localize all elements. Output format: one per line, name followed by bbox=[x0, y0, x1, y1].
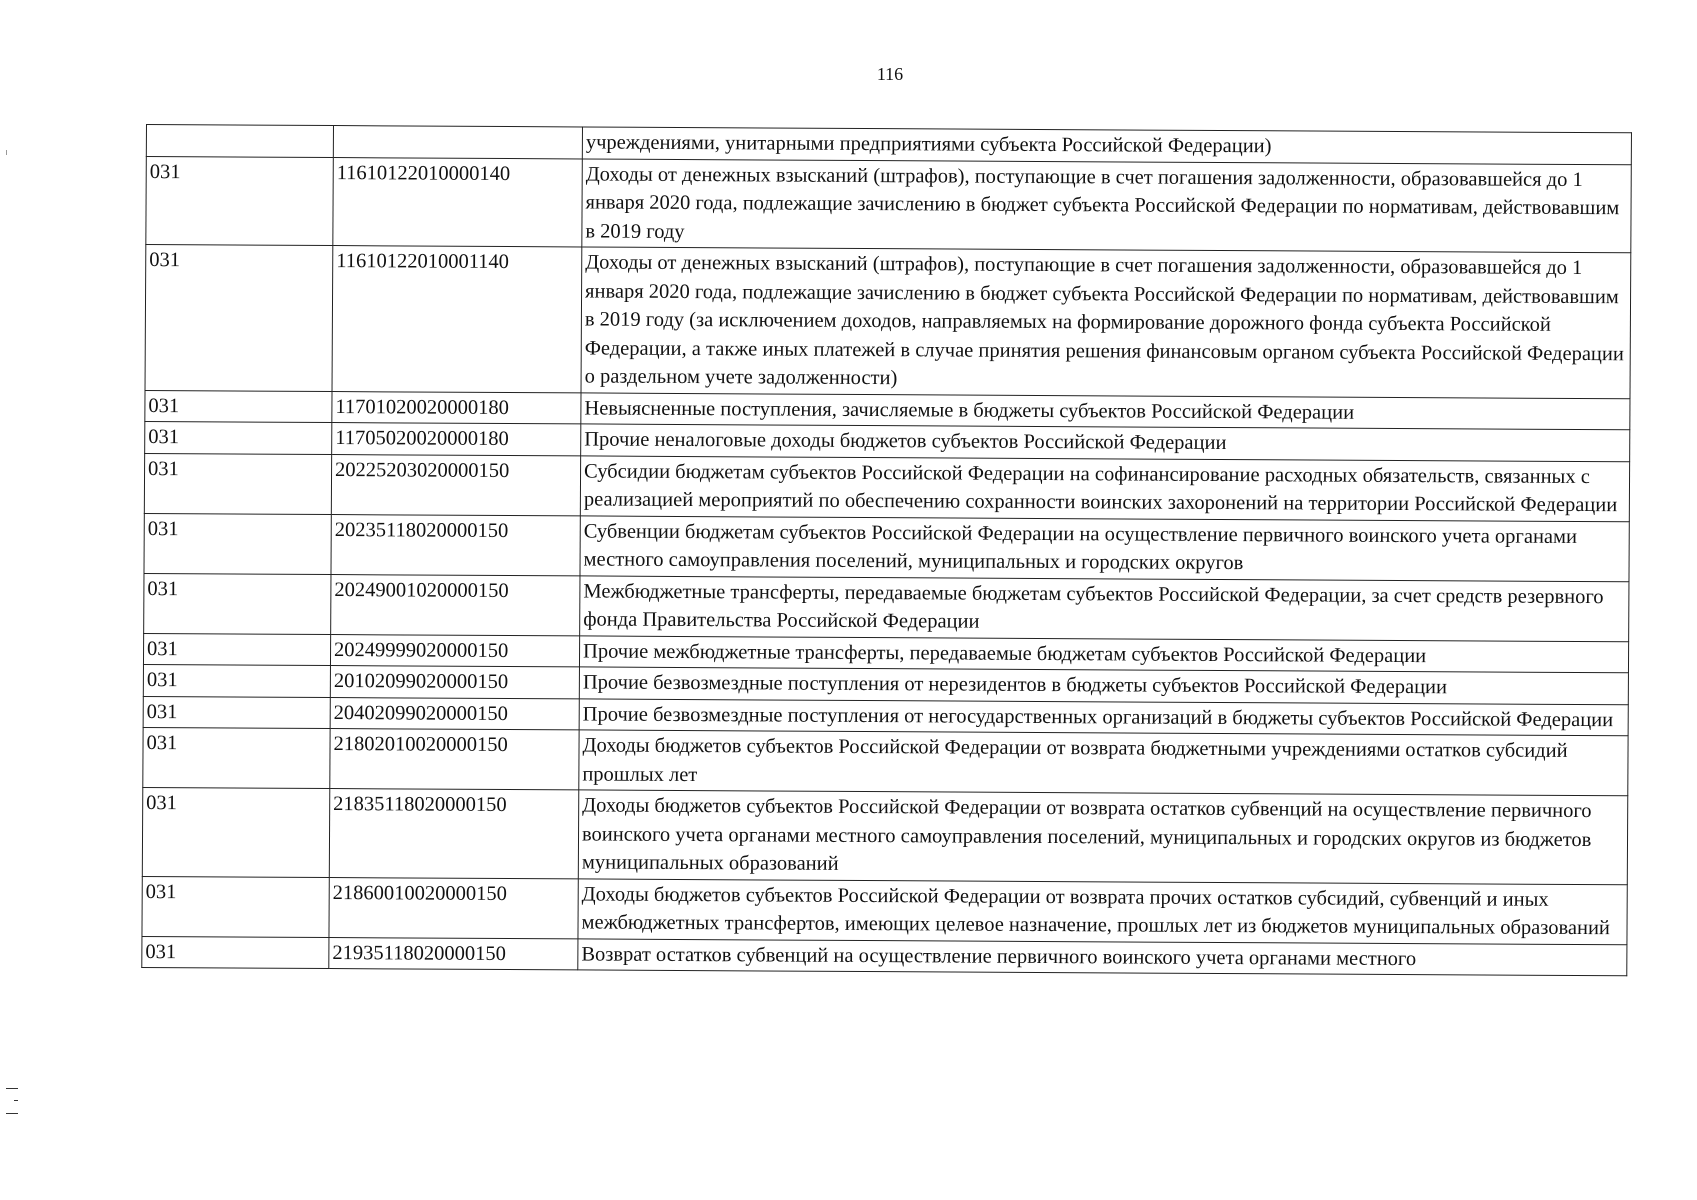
admin-code-cell: 031 bbox=[145, 245, 333, 392]
table-row bbox=[145, 245, 1631, 399]
table-row bbox=[142, 876, 1627, 944]
table-row bbox=[144, 513, 1629, 581]
revenue-code-cell bbox=[333, 126, 582, 159]
revenue-code-cell: 11610122010000140 bbox=[333, 157, 582, 247]
revenue-code-cell: 11610122010001140 bbox=[332, 246, 582, 393]
admin-code-cell bbox=[146, 125, 333, 158]
revenue-code-cell: 20402099020000150 bbox=[330, 697, 579, 730]
revenue-description-cell: Субсидии бюджетам субъектов Российской Федерации на софинансирование расходных обязательств, связанных с реализацией мероприятий по обеспечению сохранности воинских захоронений на территории Российской Федерации bbox=[580, 455, 1629, 521]
page-number: 116 bbox=[876, 64, 904, 84]
revenue-description-cell: Прочие межбюджетные трансферты, передаваемые бюджетам субъектов Российской Федерации bbox=[579, 635, 1628, 672]
revenue-description-cell: Субвенции бюджетам субъектов Российской Федерации на осуществление первичного воинского учета органами местного самоуправления поселений, муниципальных и городских округов bbox=[580, 515, 1629, 581]
admin-code-cell: 031 bbox=[144, 573, 331, 634]
scan-mark bbox=[6, 1113, 18, 1114]
revenue-description-cell: Доходы бюджетов субъектов Российской Федерации от возврата бюджетными учреждениями остатков субсидий прошлых лет bbox=[579, 730, 1628, 796]
revenue-description-cell: Доходы бюджетов субъектов Российской Федерации от возврата прочих остатков субсидий, субвенций и иных межбюджетных трансфертов, имеющих целевое назначение, прошлых лет из бюджетов муниципальных образований bbox=[578, 878, 1627, 944]
scan-mark bbox=[14, 1100, 18, 1101]
table-body bbox=[142, 125, 1632, 976]
admin-code-cell: 031 bbox=[145, 390, 332, 423]
revenue-code-cell: 21935118020000150 bbox=[329, 937, 578, 970]
revenue-code-cell: 20102099020000150 bbox=[330, 666, 579, 699]
table-row bbox=[144, 573, 1629, 641]
admin-code-cell: 031 bbox=[143, 727, 330, 788]
revenue-description-cell: Возврат остатков субвенций на осуществление первичного воинского учета органами местного bbox=[578, 938, 1627, 975]
revenue-code-cell: 21802010020000150 bbox=[330, 729, 579, 790]
revenue-code-cell: 20249999020000150 bbox=[330, 634, 579, 667]
table-row bbox=[142, 787, 1627, 884]
revenue-code-cell: 20235118020000150 bbox=[331, 514, 580, 575]
scan-mark bbox=[6, 1088, 18, 1089]
admin-code-cell: 031 bbox=[143, 696, 330, 729]
revenue-description-cell: учреждениями, унитарными предприятиями субъекта Российской Федерации) bbox=[582, 127, 1631, 164]
admin-code-cell: 031 bbox=[146, 156, 333, 246]
revenue-code-cell: 20249001020000150 bbox=[331, 574, 580, 635]
admin-code-cell: 031 bbox=[144, 453, 331, 514]
table-row bbox=[144, 453, 1629, 521]
revenue-code-cell: 21835118020000150 bbox=[329, 789, 578, 879]
revenue-description-cell: Прочие безвозмездные поступления от нерезидентов в бюджеты субъектов Российской Федерации bbox=[579, 667, 1628, 704]
admin-code-cell: 031 bbox=[143, 664, 330, 697]
scan-mark bbox=[6, 150, 7, 155]
budget-revenue-table bbox=[141, 124, 1632, 976]
table-row bbox=[143, 727, 1628, 795]
revenue-code-cell: 11705020020000180 bbox=[332, 423, 581, 456]
admin-code-cell: 031 bbox=[142, 936, 329, 969]
revenue-code-cell: 11701020020000180 bbox=[332, 391, 581, 424]
revenue-description-cell: Прочие безвозмездные поступления от негосударственных организаций в бюджеты субъектов Российской Федерации bbox=[579, 698, 1628, 735]
revenue-description-cell: Доходы от денежных взысканий (штрафов), поступающие в счет погашения задолженности, образовавшейся до 1 января 2020 года, подлежащие зачислению в бюджет субъекта Российской Федерации по нормативам, действовавшим в 2019 году (за исключением доходов, направляемых на формирование дорожного фонда субъекта Российской Федерации, а также иных платежей в случае принятия решения финансовым органом субъекта Российской Федерации о раздельном учете задолженности) bbox=[581, 247, 1631, 398]
revenue-description-cell: Доходы бюджетов субъектов Российской Федерации от возврата остатков субвенций на осуществление первичного воинского учета органами местного самоуправления поселений, муниципальных и городских округов из бюджетов муниципальных образований bbox=[578, 790, 1627, 884]
admin-code-cell: 031 bbox=[142, 876, 329, 937]
revenue-code-cell: 20225203020000150 bbox=[331, 454, 580, 515]
revenue-description-cell: Прочие неналоговые доходы бюджетов субъектов Российской Федерации bbox=[581, 424, 1630, 461]
revenue-description-cell: Межбюджетные трансферты, передаваемые бюджетам субъектов Российской Федерации, за счет средств резервного фонда Правительства Российской Федерации bbox=[580, 575, 1629, 641]
table-row bbox=[146, 156, 1631, 253]
admin-code-cell: 031 bbox=[143, 633, 330, 666]
revenue-description-cell: Доходы от денежных взысканий (штрафов), поступающие в счет погашения задолженности, образовавшейся до 1 января 2020 года, подлежащие зачислению в бюджет субъекта Российской Федерации по нормативам, действовавшим в 2019 году bbox=[582, 158, 1631, 252]
admin-code-cell: 031 bbox=[142, 787, 329, 877]
revenue-description-cell: Невыясненные поступления, зачисляемые в бюджеты субъектов Российской Федерации bbox=[581, 392, 1630, 429]
revenue-code-cell: 21860010020000150 bbox=[329, 877, 578, 938]
admin-code-cell: 031 bbox=[144, 513, 331, 574]
admin-code-cell: 031 bbox=[145, 421, 332, 454]
